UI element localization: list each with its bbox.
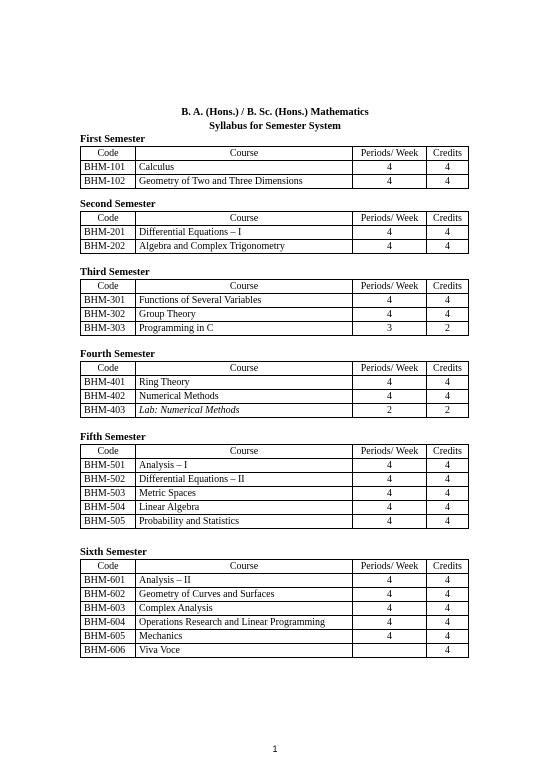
course-code-cell: BHM-503 — [81, 487, 136, 501]
periods-cell: 4 — [353, 630, 427, 644]
periods-cell: 4 — [353, 487, 427, 501]
course-name-cell: Geometry of Two and Three Dimensions — [136, 175, 353, 189]
course-code-cell: BHM-101 — [81, 161, 136, 175]
course-name-cell: Lab: Numerical Methods — [136, 404, 353, 418]
table-row — [81, 175, 469, 189]
course-code-cell: BHM-603 — [81, 602, 136, 616]
course-name-cell: Calculus — [136, 161, 353, 175]
header-credits: Credits — [427, 147, 469, 161]
credits-cell: 2 — [427, 322, 469, 336]
table-row — [81, 487, 469, 501]
table-header-row — [81, 212, 469, 226]
header-code: Code — [81, 147, 136, 161]
semester-block — [80, 348, 468, 418]
credits-cell: 4 — [427, 240, 469, 254]
periods-cell: 4 — [353, 501, 427, 515]
header-code: Code — [81, 280, 136, 294]
header-course: Course — [136, 362, 353, 376]
semester-heading: Third Semester — [80, 267, 150, 278]
table-row — [81, 404, 469, 418]
table-row — [81, 308, 469, 322]
course-name-cell: Ring Theory — [136, 376, 353, 390]
credits-cell: 4 — [427, 161, 469, 175]
credits-cell: 4 — [427, 644, 469, 658]
credits-cell: 4 — [427, 459, 469, 473]
document-subtitle: Syllabus for Semester System — [209, 121, 341, 132]
credits-cell: 4 — [427, 308, 469, 322]
periods-cell: 4 — [353, 226, 427, 240]
course-name-cell: Group Theory — [136, 308, 353, 322]
credits-cell: 4 — [427, 175, 469, 189]
table-row — [81, 459, 469, 473]
course-code-cell: BHM-401 — [81, 376, 136, 390]
course-code-cell: BHM-201 — [81, 226, 136, 240]
header-course: Course — [136, 445, 353, 459]
course-name-cell: Linear Algebra — [136, 501, 353, 515]
table-row — [81, 616, 469, 630]
periods-cell: 2 — [353, 404, 427, 418]
table-row — [81, 515, 469, 529]
header-credits: Credits — [427, 445, 469, 459]
course-code-cell: BHM-601 — [81, 574, 136, 588]
credits-cell: 4 — [427, 390, 469, 404]
course-table — [80, 279, 469, 336]
course-name-cell: Geometry of Curves and Surfaces — [136, 588, 353, 602]
semester-heading: Fifth Semester — [80, 432, 146, 443]
table-header-row — [81, 362, 469, 376]
semester-block — [80, 546, 468, 658]
periods-cell: 4 — [353, 294, 427, 308]
header-code: Code — [81, 362, 136, 376]
course-name-cell: Programming in C — [136, 322, 353, 336]
course-name-cell: Algebra and Complex Trigonometry — [136, 240, 353, 254]
periods-cell: 4 — [353, 308, 427, 322]
course-name-cell: Mechanics — [136, 630, 353, 644]
course-code-cell: BHM-606 — [81, 644, 136, 658]
course-name-cell: Differential Equations – II — [136, 473, 353, 487]
periods-cell: 4 — [353, 602, 427, 616]
course-name-cell: Functions of Several Variables — [136, 294, 353, 308]
header-code: Code — [81, 212, 136, 226]
table-row — [81, 588, 469, 602]
periods-cell: 3 — [353, 322, 427, 336]
table-row — [81, 161, 469, 175]
course-table — [80, 361, 469, 418]
periods-cell: 4 — [353, 515, 427, 529]
header-credits: Credits — [427, 560, 469, 574]
course-code-cell: BHM-403 — [81, 404, 136, 418]
periods-cell: 4 — [353, 588, 427, 602]
credits-cell: 4 — [427, 602, 469, 616]
course-code-cell: BHM-102 — [81, 175, 136, 189]
table-header-row — [81, 280, 469, 294]
credits-cell: 4 — [427, 574, 469, 588]
periods-cell: 4 — [353, 175, 427, 189]
course-name-cell: Analysis – II — [136, 574, 353, 588]
table-row — [81, 294, 469, 308]
course-code-cell: BHM-502 — [81, 473, 136, 487]
periods-cell: 4 — [353, 473, 427, 487]
table-row — [81, 240, 469, 254]
header-credits: Credits — [427, 362, 469, 376]
semester-block — [80, 431, 468, 529]
course-name-cell: Operations Research and Linear Programming — [136, 616, 353, 630]
course-code-cell: BHM-505 — [81, 515, 136, 529]
semester-heading: First Semester — [80, 134, 146, 145]
header-code: Code — [81, 560, 136, 574]
periods-cell: 4 — [353, 459, 427, 473]
table-row — [81, 226, 469, 240]
semester-block — [80, 266, 468, 336]
table-row — [81, 322, 469, 336]
course-code-cell: BHM-605 — [81, 630, 136, 644]
document-title: B. A. (Hons.) / B. Sc. (Hons.) Mathematics — [181, 107, 369, 118]
table-row — [81, 574, 469, 588]
table-header-row — [81, 560, 469, 574]
header-periods: Periods/ Week — [353, 560, 427, 574]
table-row — [81, 630, 469, 644]
semester-block — [80, 198, 468, 254]
header-periods: Periods/ Week — [353, 280, 427, 294]
table-header-row — [81, 147, 469, 161]
header-periods: Periods/ Week — [353, 362, 427, 376]
header-course: Course — [136, 280, 353, 294]
credits-cell: 4 — [427, 294, 469, 308]
header-periods: Periods/ Week — [353, 445, 427, 459]
course-code-cell: BHM-402 — [81, 390, 136, 404]
header-course: Course — [136, 212, 353, 226]
course-code-cell: BHM-303 — [81, 322, 136, 336]
table-row — [81, 390, 469, 404]
credits-cell: 2 — [427, 404, 469, 418]
page-number: 1 — [272, 744, 278, 754]
credits-cell: 4 — [427, 376, 469, 390]
semester-heading: Second Semester — [80, 199, 156, 210]
table-row — [81, 501, 469, 515]
course-code-cell: BHM-501 — [81, 459, 136, 473]
periods-cell: 4 — [353, 390, 427, 404]
credits-cell: 4 — [427, 487, 469, 501]
credits-cell: 4 — [427, 588, 469, 602]
credits-cell: 4 — [427, 226, 469, 240]
course-code-cell: BHM-301 — [81, 294, 136, 308]
periods-cell: 4 — [353, 616, 427, 630]
header-credits: Credits — [427, 280, 469, 294]
periods-cell: 4 — [353, 161, 427, 175]
course-name-cell: Probability and Statistics — [136, 515, 353, 529]
course-table — [80, 211, 469, 254]
course-code-cell: BHM-202 — [81, 240, 136, 254]
course-table — [80, 444, 469, 529]
course-code-cell: BHM-604 — [81, 616, 136, 630]
course-name-cell: Metric Spaces — [136, 487, 353, 501]
periods-cell: 4 — [353, 574, 427, 588]
course-name-cell: Analysis – I — [136, 459, 353, 473]
credits-cell: 4 — [427, 473, 469, 487]
table-row — [81, 602, 469, 616]
course-table — [80, 559, 469, 658]
course-name-cell: Viva Voce — [136, 644, 353, 658]
header-periods: Periods/ Week — [353, 212, 427, 226]
periods-cell: 4 — [353, 376, 427, 390]
course-name-cell: Complex Analysis — [136, 602, 353, 616]
periods-cell — [353, 644, 427, 658]
course-table — [80, 146, 469, 189]
header-periods: Periods/ Week — [353, 147, 427, 161]
course-name-cell: Differential Equations – I — [136, 226, 353, 240]
periods-cell: 4 — [353, 240, 427, 254]
table-row — [81, 376, 469, 390]
course-code-cell: BHM-302 — [81, 308, 136, 322]
header-course: Course — [136, 560, 353, 574]
credits-cell: 4 — [427, 501, 469, 515]
table-header-row — [81, 445, 469, 459]
course-code-cell: BHM-504 — [81, 501, 136, 515]
semester-heading: Fourth Semester — [80, 349, 155, 360]
credits-cell: 4 — [427, 616, 469, 630]
course-name-cell: Numerical Methods — [136, 390, 353, 404]
course-code-cell: BHM-602 — [81, 588, 136, 602]
table-row — [81, 644, 469, 658]
table-row — [81, 473, 469, 487]
semester-block — [80, 133, 468, 189]
semester-heading: Sixth Semester — [80, 547, 147, 558]
header-credits: Credits — [427, 212, 469, 226]
credits-cell: 4 — [427, 630, 469, 644]
header-course: Course — [136, 147, 353, 161]
header-code: Code — [81, 445, 136, 459]
credits-cell: 4 — [427, 515, 469, 529]
